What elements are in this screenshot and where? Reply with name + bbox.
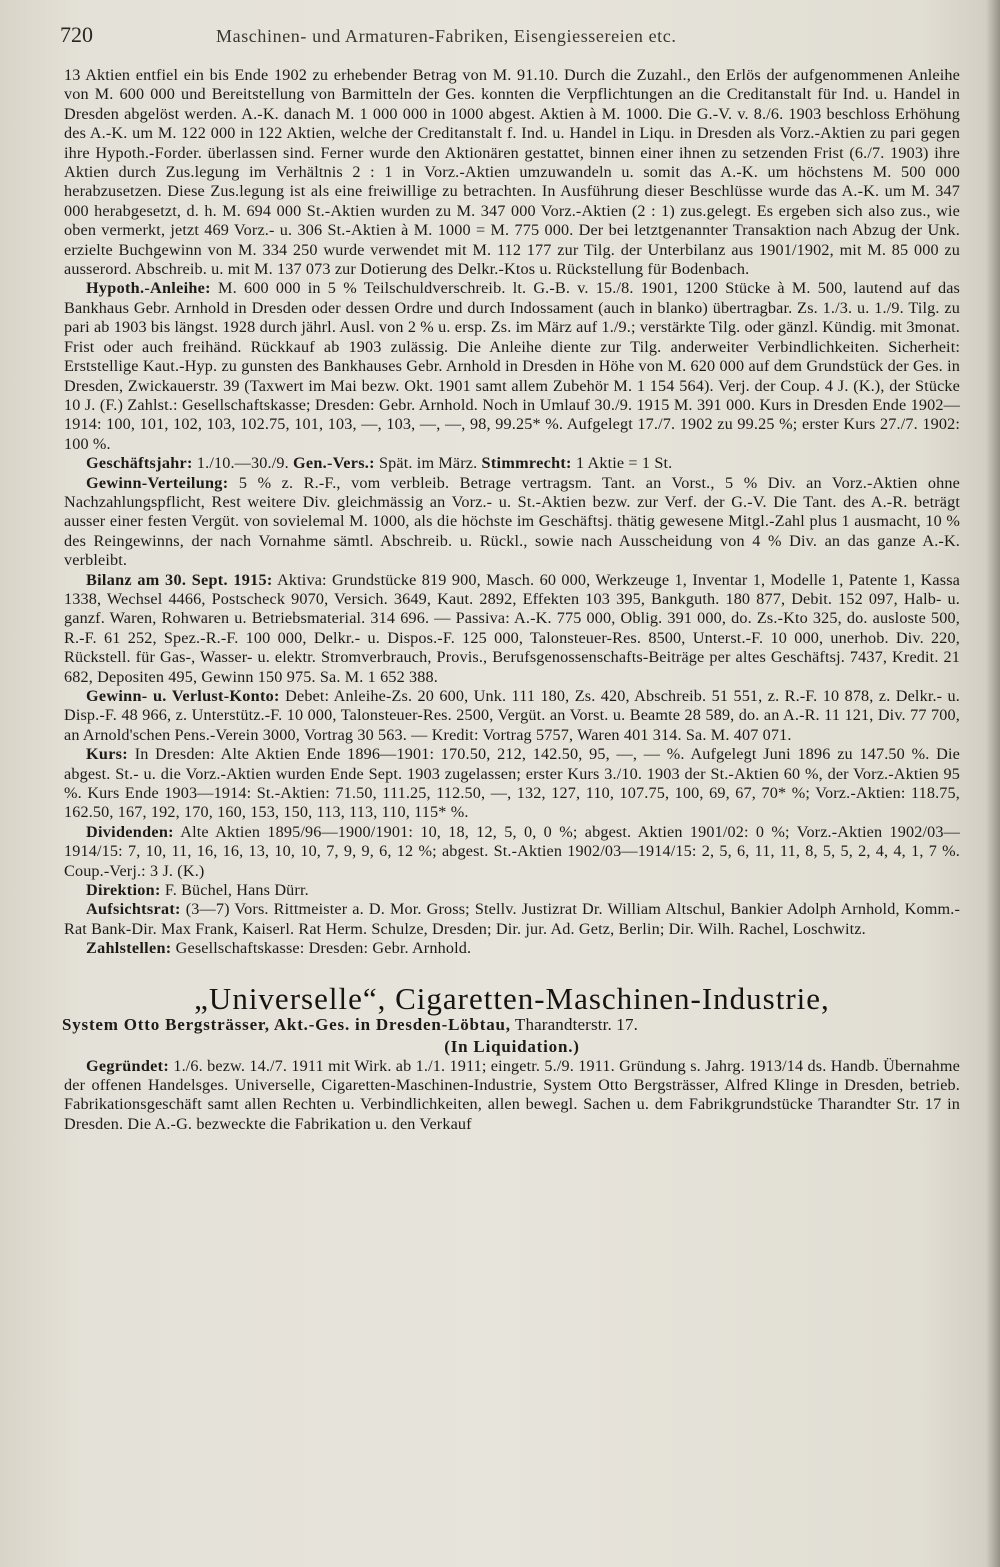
label-supervisory-board: Aufsichtsrat:: [86, 900, 181, 919]
page-number: 720: [60, 22, 93, 47]
paragraph-founded: [64, 1057, 960, 1135]
text-fiscal-year: 1./10.—30./9.: [196, 454, 289, 473]
text-dividends: Alte Aktien 1895/96—1900/1901: 10, 18, 12, 5, 0, 0 %; abgest. Aktien 1901/02: 0 %; Vorz.-Aktien 1902/03—1914/15: 7, 10, 11, 16, 16, 13, 10, 10, 7, 9, 9, 6, 12 %; abgest. St.-Aktien 1902/03—1914/15: 2, 5, 6, 11, 11, 8, 5, 5, 2, 4, 4, 1, 7 %. Coup.-Verj.: 3 J. (K.): [64, 822, 960, 880]
paragraph-profit-distribution: [64, 474, 960, 571]
paragraph-meeting-info: [64, 454, 960, 473]
company-subtitle: [62, 1014, 960, 1036]
paragraph-management: [64, 881, 960, 900]
text-general-meeting: Spät. im März.: [379, 454, 478, 473]
label-balance-sheet: Bilanz am 30. Sept. 1915:: [86, 570, 273, 589]
label-share-price: Kurs:: [86, 745, 128, 764]
company-subtitle-name: System Otto Bergsträsser, Akt.-Ges. in Dresden-Löbtau,: [62, 1015, 511, 1035]
running-header: [60, 22, 960, 52]
text-profit-loss: Debet: Anleihe-Zs. 20 600, Unk. 111 180, Zs. 420, Abschreib. 51 551, z. R.-F. 10 878, z. Delkr.- u. Disp.-F. 48 966, z. Unterstütz.-F. 10 000, Talonsteuer-Res. 2500, Vergüt. an Vorst. u. Beamte 28 589, do. an A.-R. 11 121, Div. 77 700, an Arnold'schen Pens.-Verein 3000, Vortrag 30 563. — Kredit: Vortrag 5757, Waren 401 314. Sa. M. 407 071.: [64, 687, 961, 744]
paragraph-profit-loss: [64, 687, 960, 745]
label-voting-right: Stimmrecht:: [481, 454, 572, 473]
paragraph-share-price: [64, 745, 960, 823]
text-founded: 1./6. bezw. 14./7. 1911 mit Wirk. ab 1./1. 1911; eingetr. 5./9. 1911. Gründung s. Jahrg. 1913/14 ds. Handb. Übernahme der offenen Handelsges. Universelle, Cigaretten-Maschinen-Industrie, System Otto Bergsträsser, Alfred Klinge in Dresden, betrieb. Fabrikationsgeschäft samt allen Rechten u. Verbindlichkeiten, allen bewegl. Sachen u. dem Fabrikgrundstücke Tharandter Str. 17 in Dresden. Die A.-G. bezweckte die Fabrikation u. den Verkauf: [64, 1056, 960, 1133]
paragraph-dividends: [64, 823, 960, 881]
paragraph-capital-history: 13 Aktien entfiel ein bis Ende 1902 zu erhebender Betrag von M. 91.10. Durch die Zuzahl., den Erlös der aufgenommenen Anleihe von M. 600 000 und Bereitstellung von Barmitteln der Ges. konnten die Verpflichtungen an die Creditanstalt für Ind. u. Handel in Dresden abgelöst werden. A.-K. danach M. 1 000 000 in 1000 abgest. Aktien à M. 1000. Die G.-V. v. 8./6. 1903 beschloss Erhöhung des A.-K. um M. 122 000 in 122 Aktien, welche der Creditanstalt f. Ind. u. Handel in Liqu. in Dresden als Vorz.-Aktien zu pari gegen ihre Hypoth.-Forder. überlassen sind. Ferner wurde den Aktionären gestattet, binnen einer ihnen zu setzenden Frist (6./7. 1903) ihre Aktien durch Zus.legung im Verhältnis 2 : 1 in Vorz.-Aktien umzuwandeln u. somit das A.-K. um höchstens M. 500 000 herabzusetzen. Diese Zus.legung ist als eine freiwillige zu betrachten. In Ausführung dieser Beschlüsse wurde das A.-K. um M. 347 000 herabgesetzt, d. h. M. 694 000 St.-Aktien wurden zu M. 347 000 Vorz.-Aktien (2 : 1) zus.gelegt. Es ergeben sich also zus., wie oben vermerkt, jetzt 469 Vorz.- u. 306 St.-Aktien à M. 1000 = M. 775 000. Der bei letztgenannter Transaktion nach Abzug der Unk. erzielte Buchgewinn von M. 334 250 wurde verwendet mit M. 112 177 zur Tilg. der Unterbilanz aus 1901/1902, mit M. 85 000 zu ausserord. Abschreib. u. mit M. 137 073 zur Dotierung des Delkr.-Ktos u. Rückstellung für Bodenbach.: [64, 66, 960, 279]
label-management: Direktion:: [86, 881, 161, 900]
text-paying-agents: Gesellschaftskasse: Dresden: Gebr. Arnhold.: [175, 939, 472, 958]
company-title: „Universelle“, Cigaretten-Maschinen-Industrie,: [194, 980, 830, 1016]
text-profit-distribution: 5 % z. R.-F., vom verbleib. Betrage vertragsm. Tant. an Vorst., 5 % Div. an Vorz.-Aktien ohne Nachzahlungspflicht, Rest weitere Div. gleichmässig an Vorz.- u. St.-Aktien bezw. zur Verf. der G.-V. Die Tant. des A.-R. beträgt ausser einer festen Vergüt. von sovielemal M. 1000, als die höchste im Geschäftsj. thätig gewesene Mitgl.-Zahl plus 1 ausmacht, 10 % des Reingewinns, der nach Vornahme sämtl. Abschreib. u. Rückl., sowie nach Ausscheidung von 4 % Div. an das ganze A.-K. verbleibt.: [64, 473, 960, 570]
text-mortgage-bond: M. 600 000 in 5 % Teilschuldverschreib. lt. G.-B. v. 15./8. 1901, 1200 Stücke à M. 500, lautend auf das Bankhaus Gebr. Arnhold in Dresden oder dessen Ordre und durch Indossament (auch in blanko) übertragbar. Zs. 1./3. u. 1./9. Tilg. zu pari ab 1903 bis längst. 1928 durch jährl. Ausl. von 2 % u. ersp. Zs. im März auf 1./9.; verstärkte Tilg. oder gänzl. Kündig. mit 3monat. Frist oder auch freihänd. Rückkauf ab 1903 zulässig. Die Anleihe diente zur Tilg. anderweiter Verbindlichkeiten. Sicherheit: Erststellige Kaut.-Hyp. zu gunsten des Bankhauses Gebr. Arnhold in Dresden in Höhe von M. 620 000 auf dem Grundstück der Ges. in Dresden, Zwickauerstr. 39 (Taxwert im Mai bezw. Okt. 1901 samt allem Zubehör M. 1 154 564). Verj. der Coup. 4 J. (K.), der Stücke 10 J. (F.) Zahlst.: Gesellschaftskasse; Dresden: Gebr. Arnhold. Noch in Umlauf 30./9. 1915 M. 391 000. Kurs in Dresden Ende 1902—1914: 100, 101, 102, 103, 102.75, 101, 103, —, 103, —, —, 98, 99.25* %. Aufgelegt 17./7. 1902 zu 99.25 %; erster Kurs 27./7. 1902: 100 %.: [64, 279, 960, 453]
text-share-price: In Dresden: Alte Aktien Ende 1896—1901: 170.50, 212, 142.50, 95, —, — %. Aufgelegt Juni 1896 zu 147.50 %. Die abgest. St.- u. die Vorz.-Aktien wurden Ende Sept. 1903 zugelassen; erster Kurs 3./10. 1903 der St.-Aktien 60 %, der Vorz.-Aktien 95 %. Kurs Ende 1903—1914: St.-Aktien: 71.50, 111.25, 112.50, —, 132, 127, 110, 107.75, 100, 69, 67, 70* %; Vorz.-Aktien: 118.75, 162.50, 167, 192, 170, 160, 153, 150, 113, 113, 110, 115* %.: [64, 745, 960, 822]
text-balance-sheet: Aktiva: Grundstücke 819 900, Masch. 60 000, Werkzeuge 1, Inventar 1, Modelle 1, Patente 1, Kassa 1338, Wechsel 4466, Postscheck 9070, Versich. 3649, Kaut. 2892, Effekten 103 395, Bankguth. 180 877, Debit. 152 097, Halb- u. ganzf. Waren, Rohwaren u. Betriebsmaterial. 314 696. — Passiva: A.-K. 775 000, Oblig. 391 000, do. Zs.-Kto 325, do. ausloste 500, R.-F. 61 252, Spez.-R.-F. 100 000, Delkr.- u. Dispos.-F. 125 000, Talonsteuer-Res. 8500, Unterst.-F. 10 000, unerhob. Div. 220, Rückstell. für Gas-, Wasser- u. elektr. Stromverbrauch, Provis., Berufsgenossenschafts-Beiträge per altes Geschäftsj. 7437, Kredit. 21 682, Depositen 495, Gewinn 150 975. Sa. M. 1 652 388.: [64, 570, 960, 686]
label-profit-distribution: Gewinn-Verteilung:: [86, 473, 229, 492]
company-subtitle-address: Tharandterstr. 17.: [514, 1015, 638, 1035]
label-mortgage-bond: Hypoth.-Anleihe:: [86, 279, 211, 298]
article-body: [64, 66, 960, 1134]
label-founded: Gegründet:: [86, 1056, 170, 1075]
paragraph-paying-agents: [64, 939, 960, 958]
label-fiscal-year: Geschäftsjahr:: [86, 454, 193, 473]
paragraph-supervisory-board: [64, 900, 960, 939]
label-paying-agents: Zahlstellen:: [86, 939, 172, 958]
label-general-meeting: Gen.-Vers.:: [293, 454, 375, 473]
text-supervisory-board: (3—7) Vors. Rittmeister a. D. Mor. Gross; Stellv. Justizrat Dr. William Altschul, Bankier Adolph Arnhold, Komm.-Rat Bank-Dir. Max Frank, Kaiserl. Rat Herm. Schulze, Dresden; Dir. jur. Ad. Getz, Berlin; Dir. Wilh. Rachel, Loschwitz.: [64, 900, 960, 938]
label-dividends: Dividenden:: [86, 822, 174, 841]
company-liquidation-note: (In Liquidation.): [444, 1037, 580, 1057]
text-management: F. Büchel, Hans Dürr.: [164, 881, 309, 900]
paragraph-balance-sheet: [64, 571, 960, 687]
page-binding-shadow: [986, 0, 1000, 1567]
text-voting-right: 1 Aktie = 1 St.: [575, 454, 673, 473]
label-profit-loss: Gewinn- u. Verlust-Konto:: [86, 687, 280, 705]
paragraph-mortgage-bond: [64, 279, 960, 454]
running-title: Maschinen- und Armaturen-Fabriken, Eisengiessereien etc.: [216, 26, 677, 46]
